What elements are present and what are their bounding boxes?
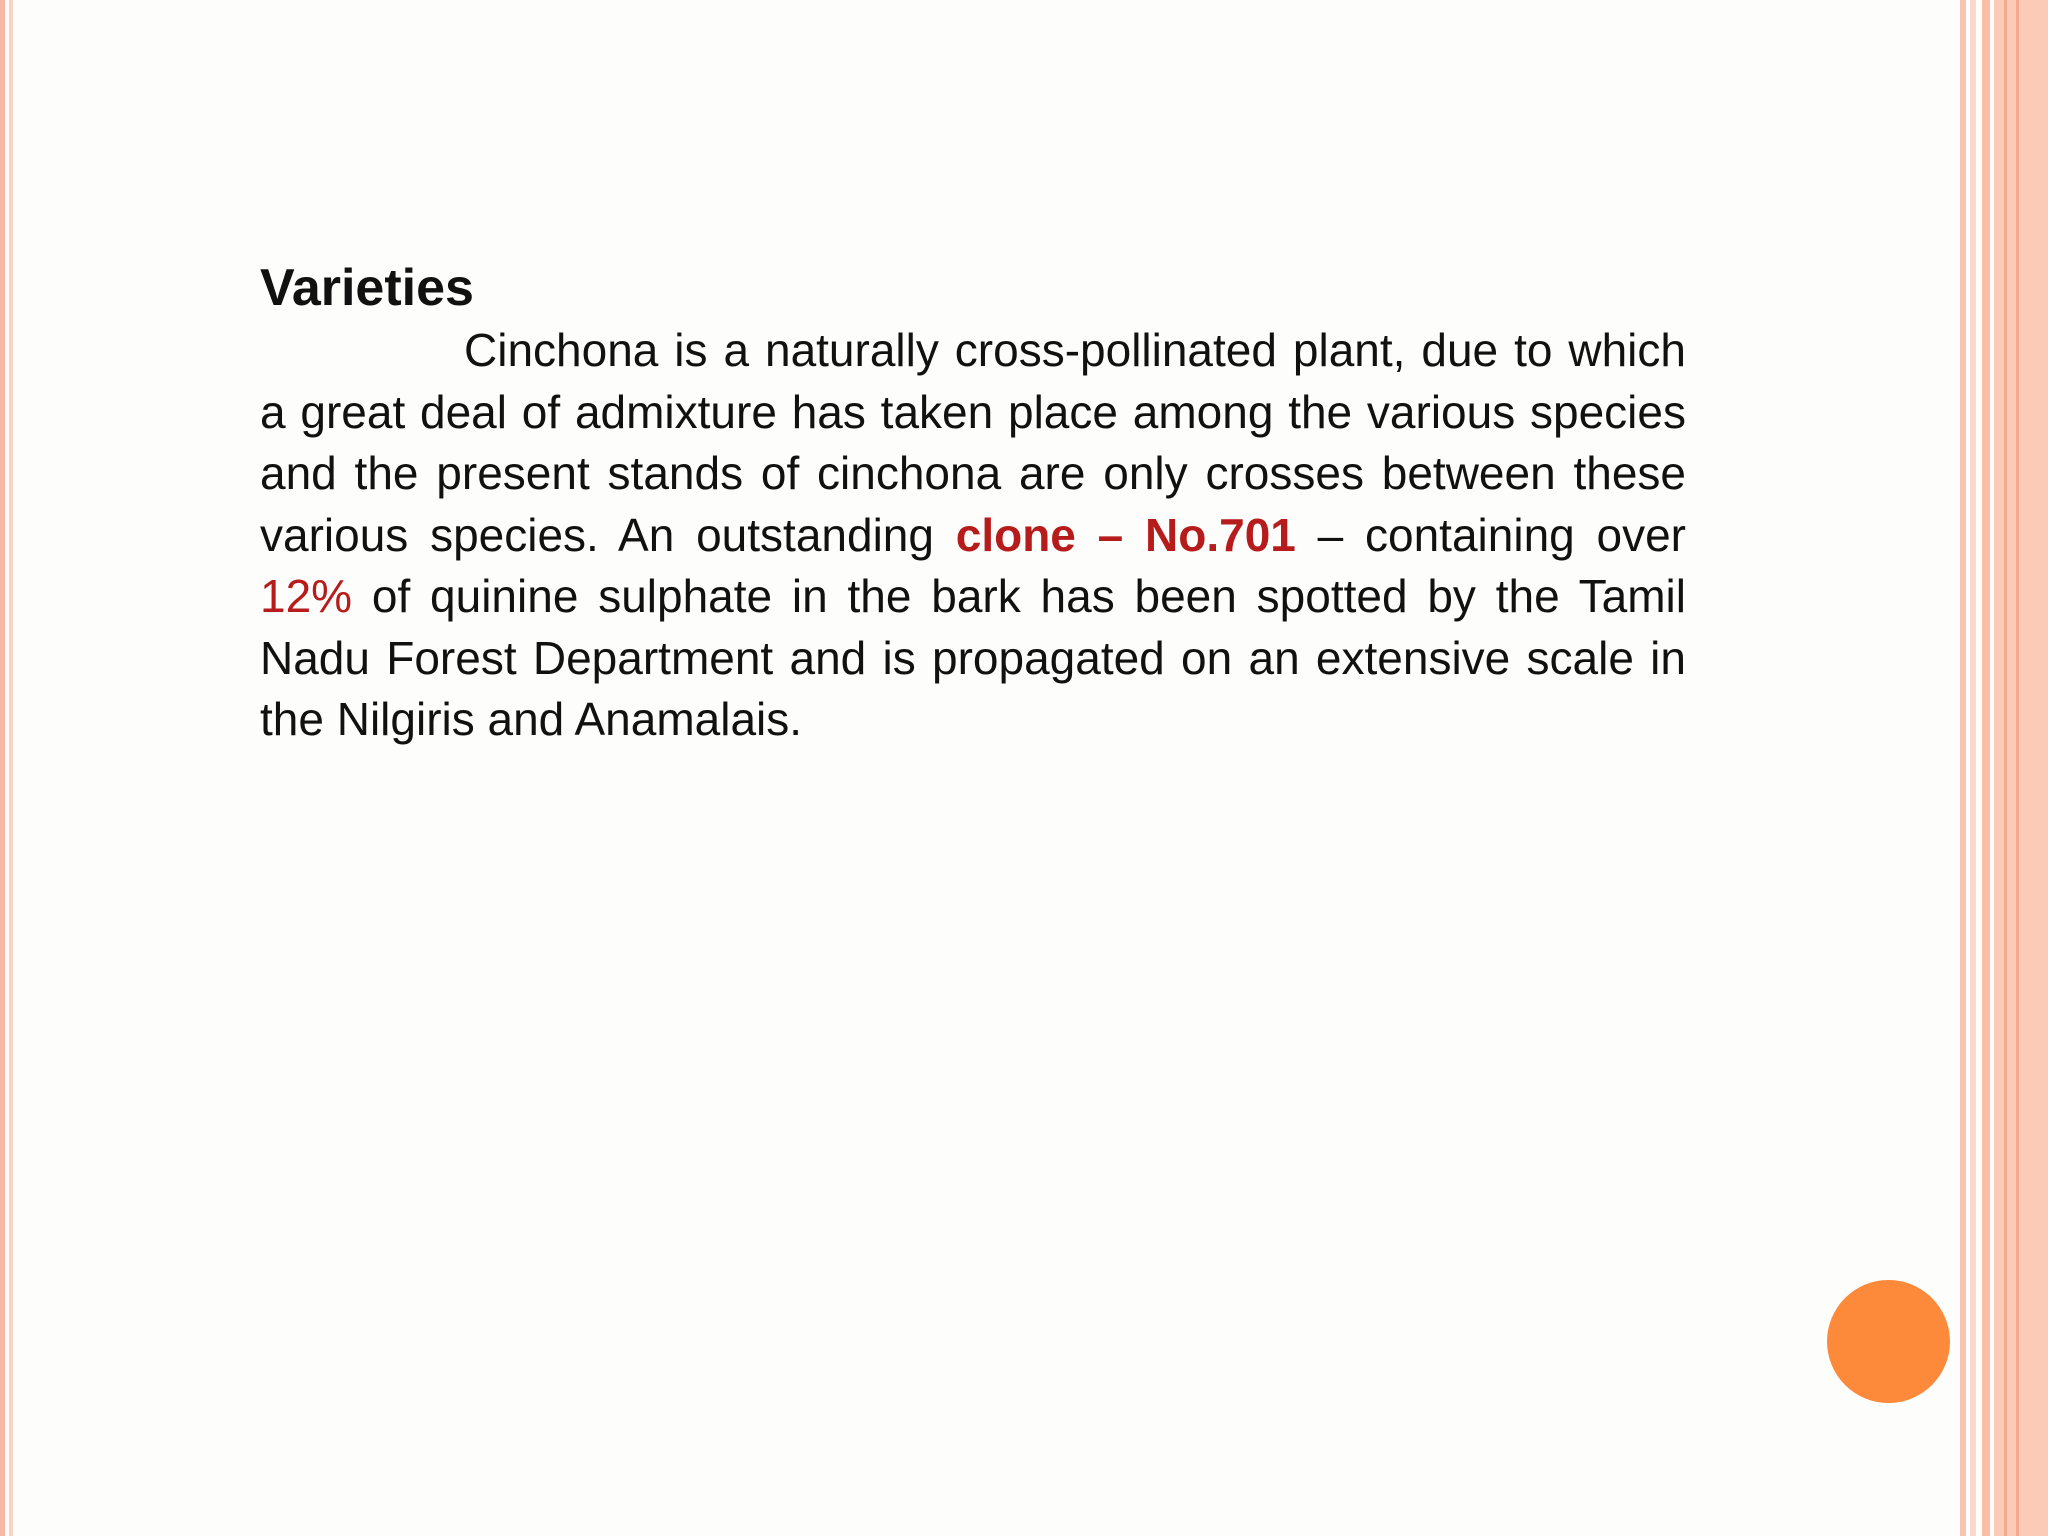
left-border-stripe-inner	[9, 0, 13, 1536]
right-border-stripe-3	[1982, 0, 1990, 1536]
orange-circle-decoration	[1827, 1280, 1950, 1403]
right-border-line-1	[2004, 0, 2007, 1536]
clone-highlight: clone – No.701	[955, 508, 1296, 561]
right-border-stripe-1	[1960, 0, 1966, 1536]
right-border-line-2	[2016, 0, 2019, 1536]
paragraph-text-1: Cinchona is a naturally cross-pollinated plant, due to which a great deal of admixture has taken place among the various species and the present stands of cinchona are only crosses between these various species. An outstanding	[260, 324, 1686, 561]
percent-highlight: 12%	[260, 570, 353, 622]
right-border-band	[1994, 0, 2048, 1536]
slide-heading: Varieties	[260, 259, 474, 317]
right-border-stripe-2	[1970, 0, 1976, 1536]
slide-paragraph	[260, 320, 1686, 751]
paragraph-text-3: of quinine sulphate in the bark has been spotted by the Tamil Nadu Forest Department and is propagated on an extensive scale in the Nilgiris and Anamalais.	[260, 570, 1686, 745]
left-border-stripe	[0, 0, 5, 1536]
paragraph-text-2: – containing over	[1295, 508, 1686, 561]
slide-content	[260, 256, 1686, 751]
